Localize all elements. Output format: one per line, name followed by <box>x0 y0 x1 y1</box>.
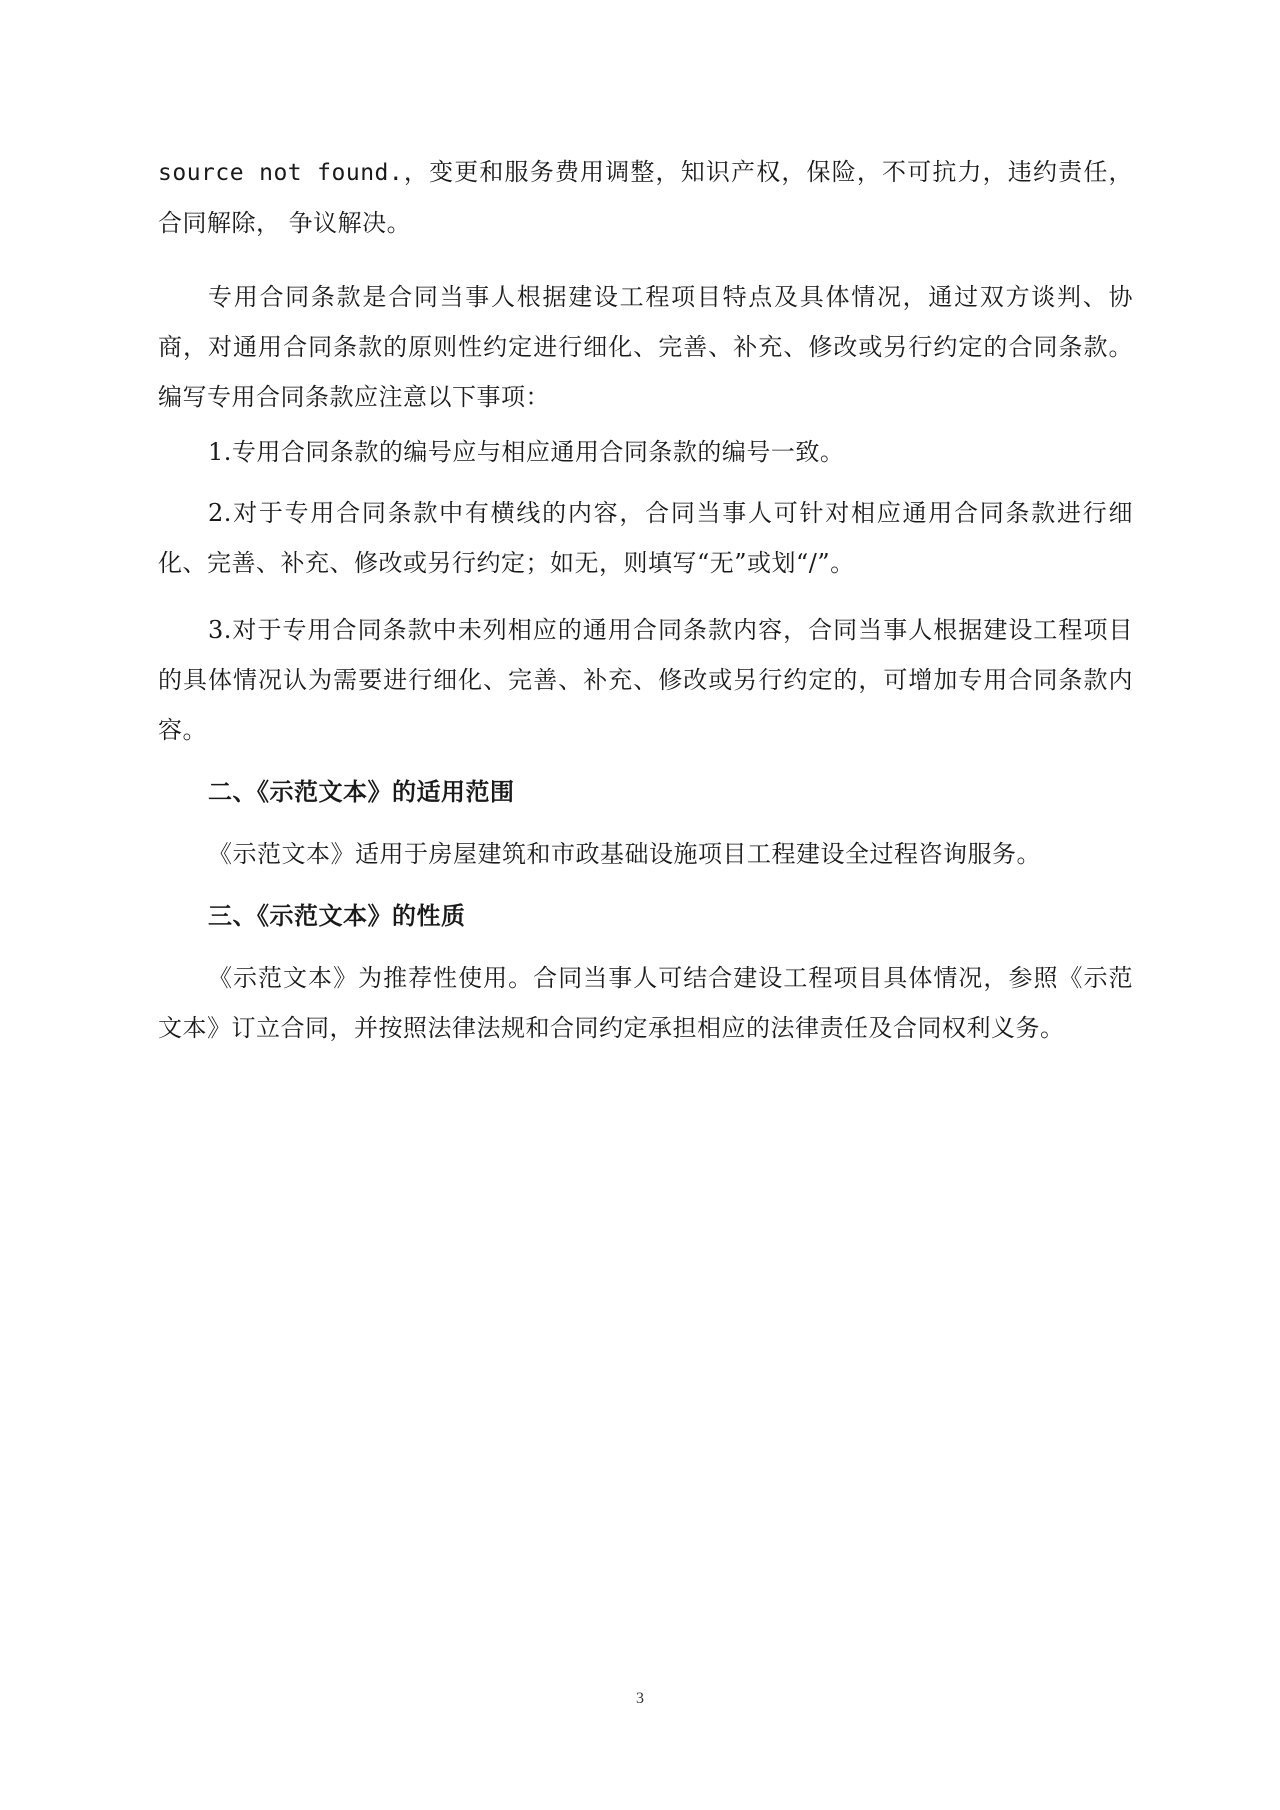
note-3-text: 3.对于专用合同条款中未列相应的通用合同条款内容，合同当事人根据建设工程项目的具体情况认为需要进行细化、完善、补充、修改或另行约定的，可增加专用合同条款内容。 <box>158 616 1133 744</box>
note-1 <box>158 427 1133 477</box>
special-terms-text: 专用合同条款是合同当事人根据建设工程项目特点及具体情况，通过双方谈判、协商，对通用合同条款的原则性约定进行细化、完善、补充、修改或另行约定的合同条款。编写专用合同条款应注意以下事项： <box>158 283 1133 411</box>
note-2 <box>158 488 1133 588</box>
continuation-list-text: ，变更和服务费用调整，知识产权，保险，不可抗力，违约责任，合同解除， 争议解决。 <box>158 158 1133 237</box>
section-nature-heading <box>158 891 1133 941</box>
continuation-text <box>158 147 1133 248</box>
note-3 <box>158 605 1133 755</box>
section-scope-body <box>158 829 1133 879</box>
note-1-text: 1.专用合同条款的编号应与相应通用合同条款的编号一致。 <box>208 438 845 466</box>
nature-heading-text: 三、《示范文本》的性质 <box>208 902 466 930</box>
scope-heading-text: 二、《示范文本》的适用范围 <box>208 778 515 806</box>
section-nature-body <box>158 953 1133 1053</box>
section-scope-heading <box>158 767 1133 817</box>
page-number: 3 <box>636 1690 644 1707</box>
note-2-text: 2.对于专用合同条款中有横线的内容，合同当事人可针对相应通用合同条款进行细化、完善、补充、修改或另行约定；如无，则填写“无”或划“/”。 <box>158 499 1133 577</box>
continuation-paragraph <box>158 147 1133 248</box>
special-terms-paragraph <box>158 272 1133 422</box>
error-code-text: source not found. <box>158 160 404 186</box>
scope-body-text: 《示范文本》适用于房屋建筑和市政基础设施项目工程建设全过程咨询服务。 <box>208 840 1041 868</box>
nature-body-text: 《示范文本》为推荐性使用。合同当事人可结合建设工程项目具体情况，参照《示范文本》订立合同，并按照法律法规和合同约定承担相应的法律责任及合同权利义务。 <box>158 964 1133 1042</box>
